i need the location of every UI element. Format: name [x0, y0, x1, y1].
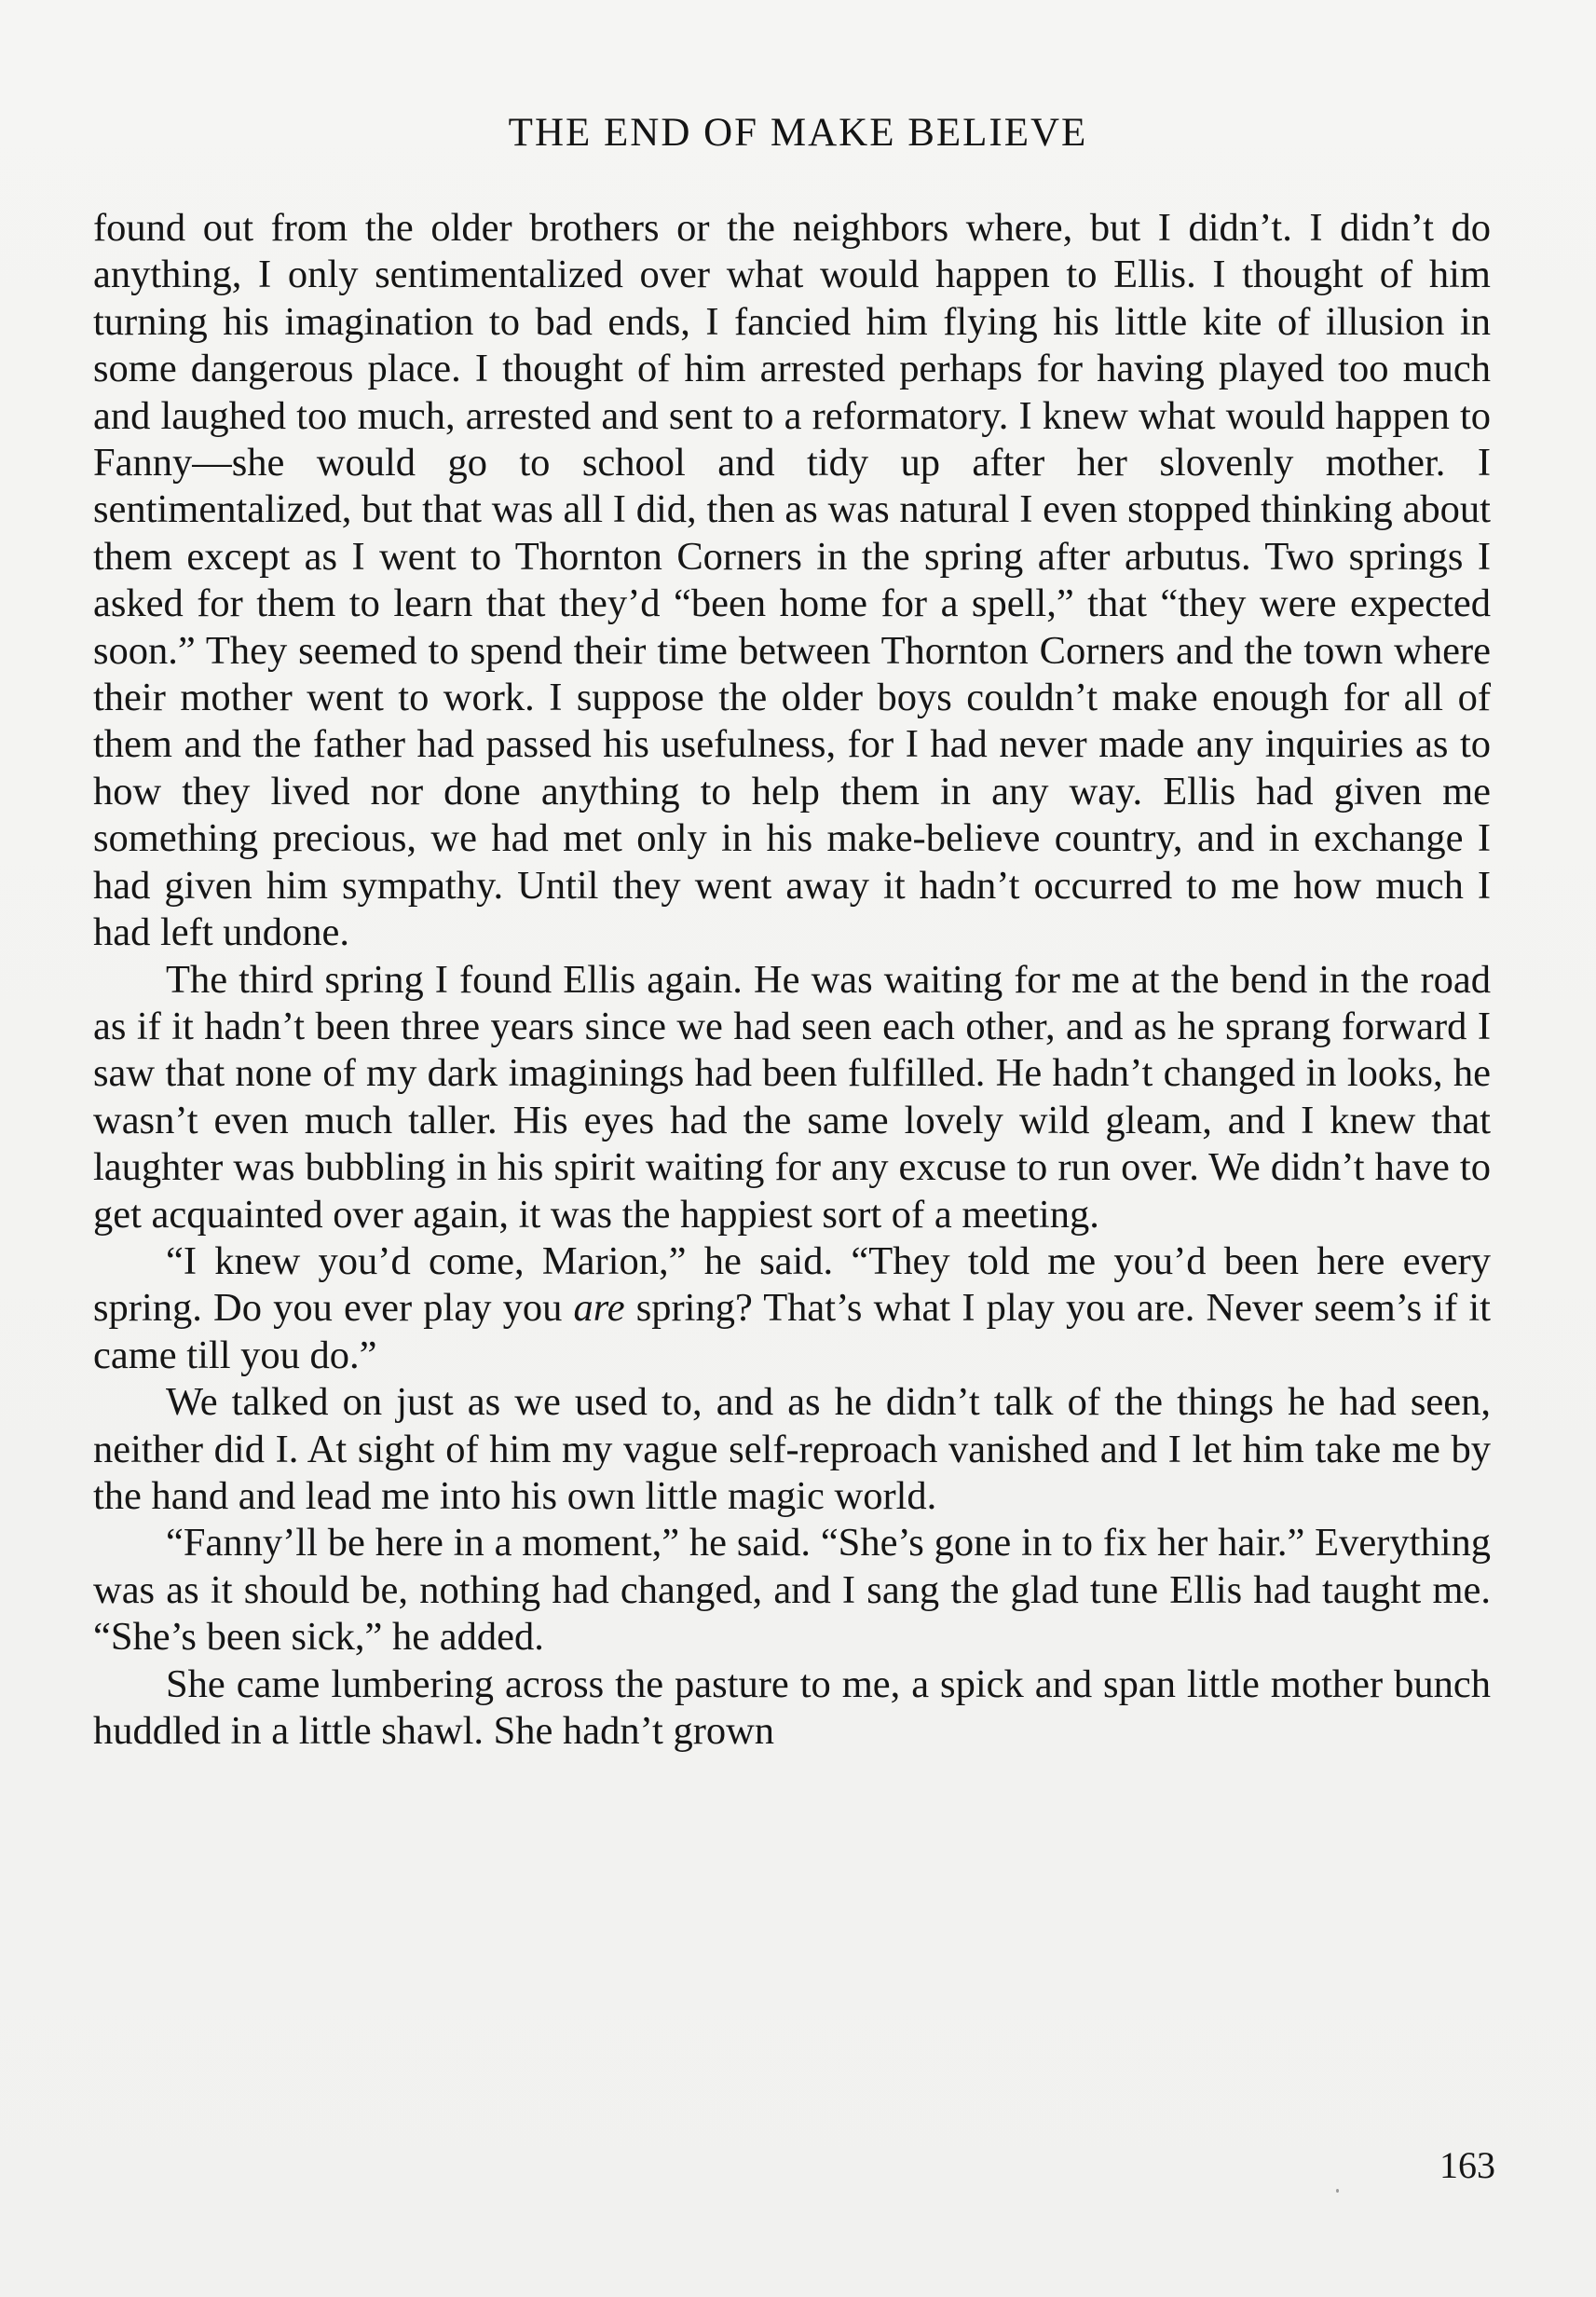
- paragraph-1: [93, 205, 1491, 957]
- emphasized-word: are: [573, 1286, 625, 1331]
- paragraph-text: She came lumbering across the pasture to me, a spick and span little mother bunch huddled in a little shawl. She hadn’t grown: [93, 1661, 1491, 1753]
- paragraph-4: [93, 1379, 1491, 1520]
- paragraph-5: [93, 1520, 1491, 1661]
- paragraph-6: [93, 1661, 1491, 1756]
- running-head-title: THE END OF MAKE BELIEVE: [508, 111, 1088, 155]
- paragraph-text: found out from the older brothers or the neighbors where, but I didn’t. I didn’t do anything, I only sentimentalized over what would happen to Ellis. I thought of him turning his imagination to bad ends, I fancied him flying his little kite of illusion in some dangerous place. I thought of him arrested perhaps for having played too much and laughed too much, arrested and sent to a reformatory. I knew what would happen to Fanny—she would go to school and tidy up after her slovenly mother. I sentimentalized, but that was all I did, then as was natural I even stopped thinking about them except as I went to Thornton Corners in the spring after arbutus. Two springs I asked for them to learn that they’d “been home for a spell,” that “they were expected soon.” They seemed to spend their time between Thornton Corners and the town where their mother went to work. I suppose the older boys couldn’t make enough for all of them and the father had passed his usefulness, for I had never made any inquiries as to how they lived nor done anything to help them in any way. Ellis had given me something precious, we had met only in his make-believe country, and in exchange I had given him sympathy. Until they went away it hadn’t occurred to me how much I had left undone.: [93, 206, 1491, 955]
- paragraph-3: [93, 1238, 1491, 1379]
- paragraph-text: “Fanny’ll be here in a moment,” he said. “She’s gone in to fix her hair.” Everything was as it should be, nothing had changed, and I sang the glad tune Ellis had taught me. “She’s been sick,” he added.: [93, 1521, 1491, 1660]
- paragraph-text: The third spring I found Ellis again. He was waiting for me at the bend in the road as if it hadn’t been three years since we had seen each other, and as he sprang forward I saw that none of my dark imaginings had been fulfilled. He hadn’t changed in looks, he wasn’t even much taller. His eyes had the same lovely wild gleam, and I knew that laughter was bubbling in his spirit waiting for any excuse to run over. We didn’t have to get acquainted over again, it was the happiest sort of a meeting.: [93, 957, 1491, 1237]
- page-number: 163: [1439, 2144, 1495, 2186]
- paper-speck: [1336, 2189, 1339, 2193]
- body-text: [93, 205, 1491, 1755]
- paragraph-text: “I knew you’d come, Marion,” he said. “They told me you’d been here every spring. Do you ever play you: [93, 1238, 1491, 1331]
- paragraph-text: We talked on just as we used to, and as he didn’t talk of the things he had seen, neither did I. At sight of him my vague self-reproach vanished and I let him take me by the hand and lead me into his own little magic world.: [93, 1380, 1491, 1518]
- paragraph-2: [93, 957, 1491, 1238]
- paragraph-text-continued: spring? That’s what I play you are. Never seem’s if it came till you do.”: [93, 1286, 1491, 1377]
